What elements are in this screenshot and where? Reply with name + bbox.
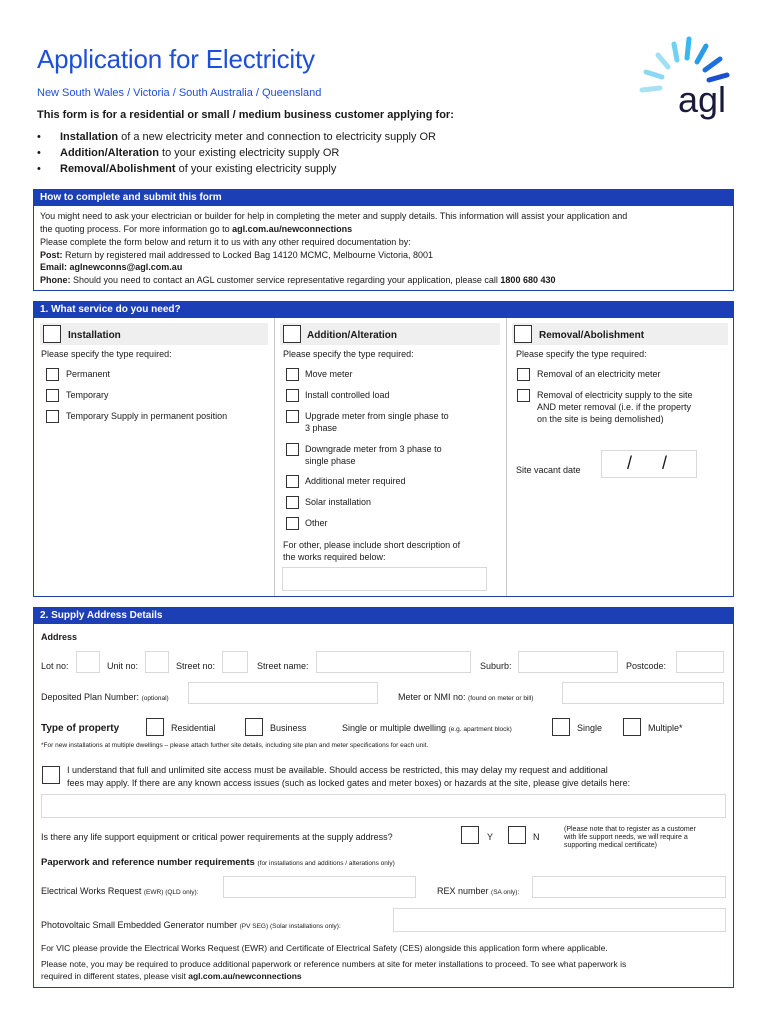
intro-text: This form is for a residential or small / medium business customer applying for: bbox=[37, 109, 454, 121]
removal-specify: Please specify the type required: bbox=[516, 349, 647, 359]
how-section bbox=[33, 189, 734, 291]
bullet-addition: • Addition/Alteration to your existing electricity supply OR bbox=[37, 147, 340, 159]
addition-title: Addition/Alteration bbox=[307, 330, 397, 341]
site-vacant-label: Site vacant date bbox=[516, 465, 581, 475]
column-divider bbox=[506, 318, 507, 596]
remove-supply-label-3: on the site is being demolished) bbox=[537, 414, 664, 424]
other-checkbox[interactable] bbox=[286, 517, 299, 530]
meter-nmi-label: Meter or NMI no: (found on meter or bill) bbox=[398, 692, 534, 702]
lot-label: Lot no: bbox=[41, 661, 69, 671]
additional-meter-checkbox[interactable] bbox=[286, 475, 299, 488]
temporary-checkbox[interactable] bbox=[46, 389, 59, 402]
postcode-field[interactable] bbox=[676, 651, 724, 673]
residential-label: Residential bbox=[171, 723, 216, 733]
remove-supply-label-2: AND meter removal (i.e. if the property bbox=[537, 402, 692, 412]
temporary-permanent-checkbox[interactable] bbox=[46, 410, 59, 423]
ewr-field[interactable] bbox=[223, 876, 416, 898]
access-text-1: I understand that full and unlimited site access must be available. Should access be restricted, this may delay my request and additional bbox=[67, 765, 608, 775]
remove-supply-checkbox[interactable] bbox=[517, 389, 530, 402]
pv-seg-field[interactable] bbox=[393, 908, 726, 932]
site-vacant-date-field[interactable] bbox=[601, 450, 697, 478]
temporary-label: Temporary bbox=[66, 390, 109, 400]
suburb-field[interactable] bbox=[518, 651, 618, 673]
controlled-load-checkbox[interactable] bbox=[286, 389, 299, 402]
removal-checkbox[interactable] bbox=[514, 325, 532, 343]
multiple-checkbox[interactable] bbox=[623, 718, 641, 736]
how-post: Post: Return by registered mail addressed to Locked Bag 14120 MCMC, Melbourne Victoria, 8001 bbox=[40, 249, 434, 260]
business-checkbox[interactable] bbox=[245, 718, 263, 736]
agl-logo bbox=[632, 34, 742, 124]
how-heading: How to complete and submit this form bbox=[34, 190, 733, 206]
bullet-marker: • bbox=[37, 131, 41, 143]
single-checkbox[interactable] bbox=[552, 718, 570, 736]
life-support-no-label: N bbox=[533, 832, 540, 842]
logo-wordmark: agl bbox=[678, 79, 727, 120]
date-separator: / bbox=[662, 453, 668, 473]
how-email: Email: aglnewconns@agl.com.au bbox=[40, 262, 183, 272]
bullet-installation: • Installation of a new electricity meter and connection to electricity supply OR bbox=[37, 131, 436, 143]
street-name-field[interactable] bbox=[316, 651, 471, 673]
life-support-yes-label: Y bbox=[487, 832, 494, 842]
meter-nmi-field[interactable] bbox=[562, 682, 724, 704]
service-bullets bbox=[37, 129, 436, 177]
life-support-no-checkbox[interactable] bbox=[508, 826, 526, 844]
multiple-footnote: *For new installations at multiple dwellings – please attach further site details, including site plan and meter specifications for each unit. bbox=[41, 742, 429, 749]
installation-title: Installation bbox=[68, 330, 121, 341]
remove-supply-label: Removal of electricity supply to the site bbox=[537, 390, 693, 400]
final-note-2: required in different states, please visit agl.com.au/newconnections bbox=[41, 971, 302, 981]
downgrade-label-2: single phase bbox=[305, 456, 356, 466]
newconnections-link[interactable]: agl.com.au/newconnections bbox=[232, 223, 353, 234]
other-note-2: the works required below: bbox=[283, 552, 386, 562]
multiple-label: Multiple* bbox=[648, 723, 683, 733]
bullet-marker: • bbox=[37, 147, 41, 159]
pv-seg-label: Photovoltaic Small Embedded Generator number (PV SEG) (Solar installations only): bbox=[41, 920, 341, 930]
controlled-load-label: Install controlled load bbox=[305, 390, 390, 400]
additional-meter-label: Additional meter required bbox=[305, 476, 406, 486]
rex-label: REX number (SA only): bbox=[437, 886, 520, 896]
address-heading: 2. Supply Address Details bbox=[34, 608, 733, 624]
date-separator: / bbox=[627, 453, 633, 473]
solar-label: Solar installation bbox=[305, 497, 372, 507]
how-line-2: the quoting process. For more information go to agl.com.au/newconnections bbox=[40, 223, 353, 234]
final-note-1: Please note, you may be required to produce additional paperwork or reference numbers at site for meter installations to proceed. To see what paperwork is bbox=[41, 959, 627, 969]
street-no-field[interactable] bbox=[222, 651, 248, 673]
unit-label: Unit no: bbox=[107, 661, 139, 671]
street-name-label: Street name: bbox=[257, 661, 309, 671]
single-label: Single bbox=[577, 723, 603, 733]
move-meter-checkbox[interactable] bbox=[286, 368, 299, 381]
upgrade-checkbox[interactable] bbox=[286, 410, 299, 423]
business-label: Business bbox=[270, 723, 307, 733]
page-title: Application for Electricity bbox=[37, 44, 315, 74]
other-label: Other bbox=[305, 518, 328, 528]
how-line-1: You might need to ask your electrician or builder for help in completing the meter and supply details. This information will assist your application and bbox=[40, 211, 628, 221]
removal-title: Removal/Abolishment bbox=[539, 330, 645, 341]
life-support-note: (Please note that to register as a customer with life support needs, we will require a supporting medical certificate) bbox=[564, 826, 696, 849]
suburb-label: Suburb: bbox=[480, 661, 512, 671]
column-divider bbox=[274, 318, 275, 596]
how-line-3: Please complete the form below and return it to us with any other required documentation by: bbox=[40, 237, 411, 247]
temporary-permanent-label: Temporary Supply in permanent position bbox=[66, 411, 228, 421]
remove-meter-checkbox[interactable] bbox=[517, 368, 530, 381]
paperwork-heading: Paperwork and reference number requirements (for installations and additions / alterations only) bbox=[41, 857, 395, 868]
access-text-2: fees may apply. If there are any known access issues (such as locked gates and meter boxes) or hazards at the site, please give details here: bbox=[67, 778, 631, 788]
permanent-checkbox[interactable] bbox=[46, 368, 59, 381]
residential-checkbox[interactable] bbox=[146, 718, 164, 736]
unit-field[interactable] bbox=[145, 651, 169, 673]
other-note: For other, please include short description of bbox=[283, 540, 461, 550]
installation-checkbox[interactable] bbox=[43, 325, 61, 343]
property-type-label: Type of property bbox=[41, 723, 120, 734]
access-checkbox[interactable] bbox=[42, 766, 60, 784]
upgrade-label-2: 3 phase bbox=[305, 423, 338, 433]
downgrade-label: Downgrade meter from 3 phase to bbox=[305, 444, 442, 454]
addition-specify: Please specify the type required: bbox=[283, 349, 414, 359]
newconnections-link-2[interactable]: agl.com.au/newconnections bbox=[188, 971, 302, 981]
life-support-question: Is there any life support equipment or critical power requirements at the supply address? bbox=[41, 832, 393, 842]
how-body bbox=[34, 206, 733, 286]
life-support-yes-checkbox[interactable] bbox=[461, 826, 479, 844]
upgrade-label: Upgrade meter from single phase to bbox=[305, 411, 449, 421]
bullet-removal: • Removal/Abolishment of your existing electricity supply bbox=[37, 163, 337, 175]
deposited-plan-field[interactable] bbox=[188, 682, 378, 704]
how-phone: Phone: Should you need to contact an AGL customer service representative regarding your application, please call 1800 680 430 bbox=[40, 274, 556, 285]
lot-field[interactable] bbox=[76, 651, 100, 673]
vic-note: For VIC please provide the Electrical Works Request (EWR) and Certificate of Electrical Safety (CES) alongside this application form where applicable. bbox=[41, 943, 608, 953]
access-details-field[interactable] bbox=[41, 794, 726, 818]
deposited-plan-label: Deposited Plan Number: (optional) bbox=[41, 692, 169, 702]
ewr-label: Electrical Works Request (EWR) (QLD only): bbox=[41, 886, 199, 896]
move-meter-label: Move meter bbox=[305, 369, 353, 379]
bullet-marker: • bbox=[37, 163, 41, 175]
installation-specify: Please specify the type required: bbox=[41, 349, 172, 359]
dwelling-label: Single or multiple dwelling (e.g. apartment block) bbox=[342, 723, 512, 733]
states-subtitle: New South Wales / Victoria / South Australia / Queensland bbox=[37, 87, 322, 99]
addition-checkbox[interactable] bbox=[283, 325, 301, 343]
postcode-label: Postcode: bbox=[626, 661, 667, 671]
service-heading: 1. What service do you need? bbox=[34, 302, 733, 318]
solar-checkbox[interactable] bbox=[286, 496, 299, 509]
remove-meter-label: Removal of an electricity meter bbox=[537, 369, 661, 379]
other-description-field[interactable] bbox=[282, 567, 487, 591]
rex-field[interactable] bbox=[532, 876, 726, 898]
address-label: Address bbox=[41, 632, 78, 642]
permanent-label: Permanent bbox=[66, 369, 111, 379]
downgrade-checkbox[interactable] bbox=[286, 443, 299, 456]
street-no-label: Street no: bbox=[176, 661, 216, 671]
